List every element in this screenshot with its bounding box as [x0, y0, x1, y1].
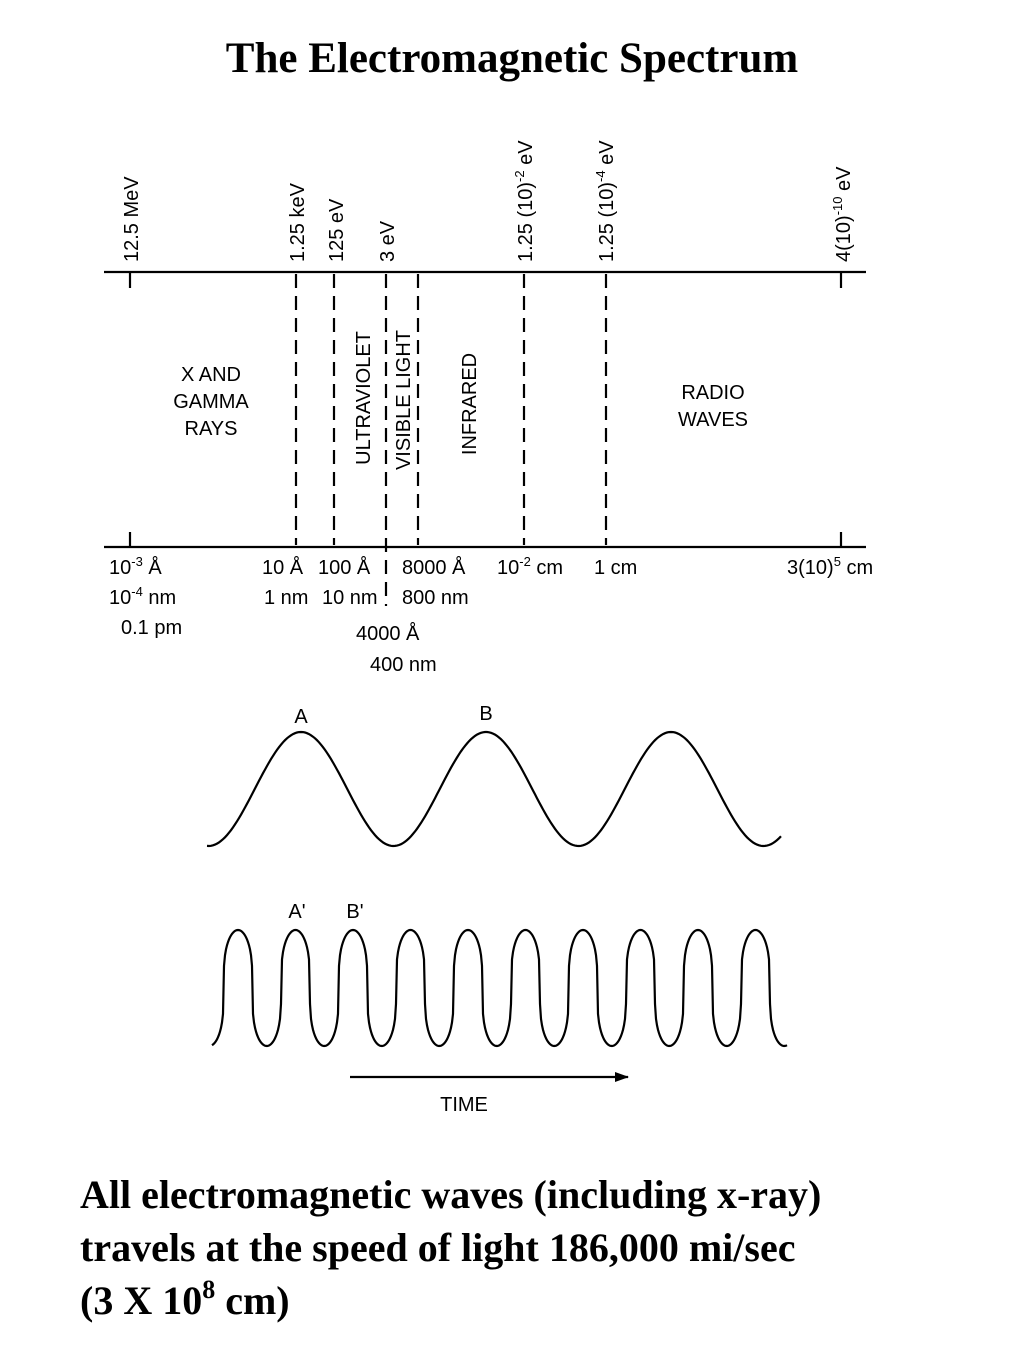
- time-label: TIME: [440, 1094, 488, 1116]
- region-ultraviolet: ULTRAVIOLET: [353, 331, 375, 465]
- caption-line1: All electromagnetic waves (including x-ray): [80, 1172, 822, 1217]
- wave-label-b: B: [479, 703, 493, 725]
- wavelength-label-1e-4nm: $10^{-4}$ nm: [109, 584, 177, 609]
- energy-label-1-25e-2eV: 1.25 $(10)^{-2}$ eV: [512, 140, 537, 262]
- energy-label-4e-10eV: $4(10)^{-10}$ eV: [830, 166, 855, 262]
- caption-line3: (3 X $10^8$ cm): [80, 1275, 290, 1323]
- wave-label-b-prime: B': [346, 901, 364, 923]
- wavelength-label-800nm: 800 nm: [402, 587, 469, 609]
- energy-label-1-25keV: 1.25 keV: [287, 183, 309, 262]
- region-radio-line2: WAVES: [677, 409, 749, 431]
- energy-label-12-5MeV: 12.5 MeV: [121, 176, 143, 262]
- wavelength-label-3e5cm: $3(10)^5$ cm: [787, 554, 874, 579]
- energy-label-3eV: 3 eV: [377, 220, 399, 262]
- wavelength-label-10nm: 10 nm: [322, 587, 378, 609]
- energy-label-125eV: 125 eV: [326, 198, 348, 262]
- wavelength-label-4000A: 4000 Å: [356, 623, 420, 645]
- wavelength-label-1nm: 1 nm: [264, 587, 309, 609]
- short-wavelength-wave: [212, 930, 787, 1046]
- wavelength-label-10A: 10 Å: [262, 557, 304, 579]
- wavelength-label-100A: 100 Å: [318, 557, 371, 579]
- region-infrared: INFRARED: [459, 352, 481, 456]
- caption-line2: travels at the speed of light 186,000 mi/sec: [80, 1225, 796, 1270]
- region-xray-line2: GAMMA: [173, 391, 249, 413]
- region-visible-light: VISIBLE LIGHT: [393, 329, 415, 471]
- wave-label-a: A: [294, 706, 308, 728]
- region-xray-line1: X AND: [180, 364, 242, 386]
- page-title: The Electromagnetic Spectrum: [225, 35, 799, 82]
- region-radio-line1: RADIO: [681, 382, 745, 404]
- wavelength-label-1e-2cm: $10^{-2}$ cm: [497, 554, 564, 579]
- wavelength-label-8000A: 8000 Å: [402, 557, 466, 579]
- energy-label-1-25e-4eV: 1.25 $(10)^{-4}$ eV: [593, 140, 618, 262]
- wavelength-label-1cm: 1 cm: [594, 557, 638, 579]
- wavelength-label-0-1pm: 0.1 pm: [121, 617, 183, 639]
- wavelength-label-1e-3A: $10^{-3}$ Å: [109, 554, 162, 579]
- region-xray-line3: RAYS: [184, 418, 238, 440]
- wave-label-a-prime: A': [288, 901, 306, 923]
- long-wavelength-wave: [207, 732, 781, 846]
- wavelength-label-400nm: 400 nm: [370, 654, 437, 676]
